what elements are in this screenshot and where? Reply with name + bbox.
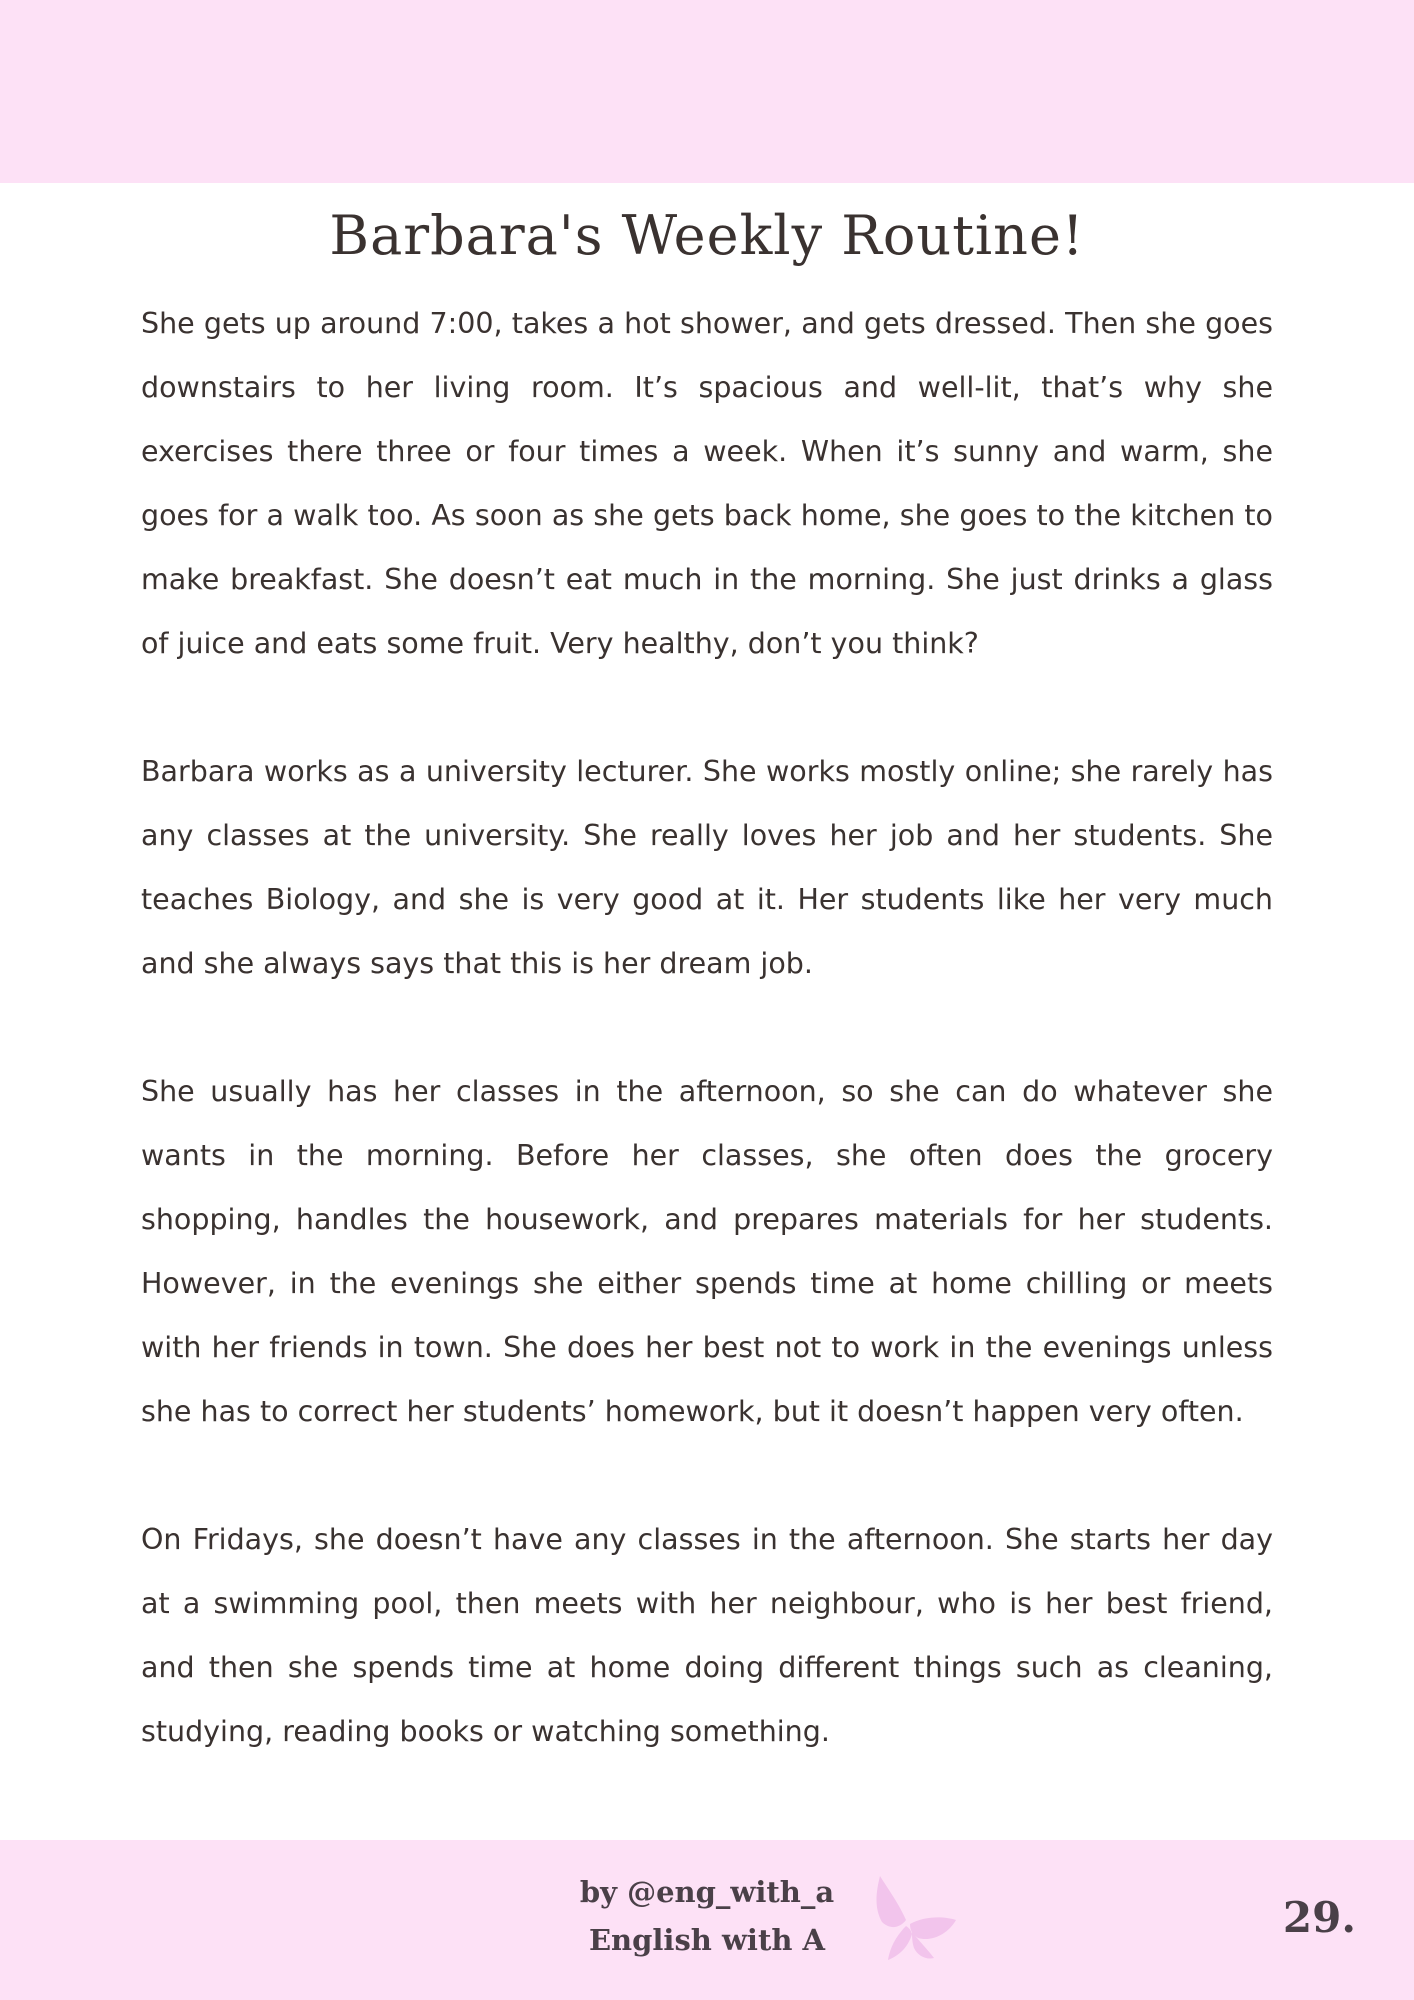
footer-credit bbox=[557, 1868, 857, 1964]
paragraph-4: On Fridays, she doesn’t have any classes in the afternoon. She starts her day at a swimming pool, then meets with her neighbour, who is her best friend, and then she spends time at home doing different things such as cleaning, studying, reading books or watching something. bbox=[141, 1523, 1273, 1748]
paragraph-2: Barbara works as a university lecturer. She works mostly online; she rarely has any classes at the university. She really loves her job and her students. She teaches Biology, and she is very good at it. Her students like her very much and she always says that this is her dream job. bbox=[141, 755, 1273, 980]
page-title: Barbara's Weekly Routine! bbox=[329, 204, 1085, 267]
page-number: 29. bbox=[1282, 1893, 1356, 1942]
paragraph-3: She usually has her classes in the afternoon, so she can do whatever she wants in the morning. Before her classes, she often does the grocery shopping, handles the housework, and prepares materials for her students. However, in the evenings she either spends time at home chilling or meets with her friends in town. She does her best not to work in the evenings unless she has to correct her students’ homework, but it doesn’t happen very often. bbox=[141, 1075, 1273, 1428]
footer-brand: English with A bbox=[588, 1923, 826, 1957]
butterfly-icon bbox=[868, 1872, 958, 1964]
article-body bbox=[141, 292, 1273, 1828]
footer-byline: by @eng_with_a bbox=[579, 1875, 835, 1909]
header-band bbox=[0, 0, 1414, 183]
paragraph-1: She gets up around 7:00, takes a hot shower, and gets dressed. Then she goes downstairs to her living room. It’s spacious and well-lit, that’s why she exercises there three or four times a week. When it’s sunny and warm, she goes for a walk too. As soon as she gets back home, she goes to the kitchen to make breakfast. She doesn’t eat much in the morning. She just drinks a glass of juice and eats some fruit. Very healthy, don’t you think? bbox=[141, 307, 1273, 660]
